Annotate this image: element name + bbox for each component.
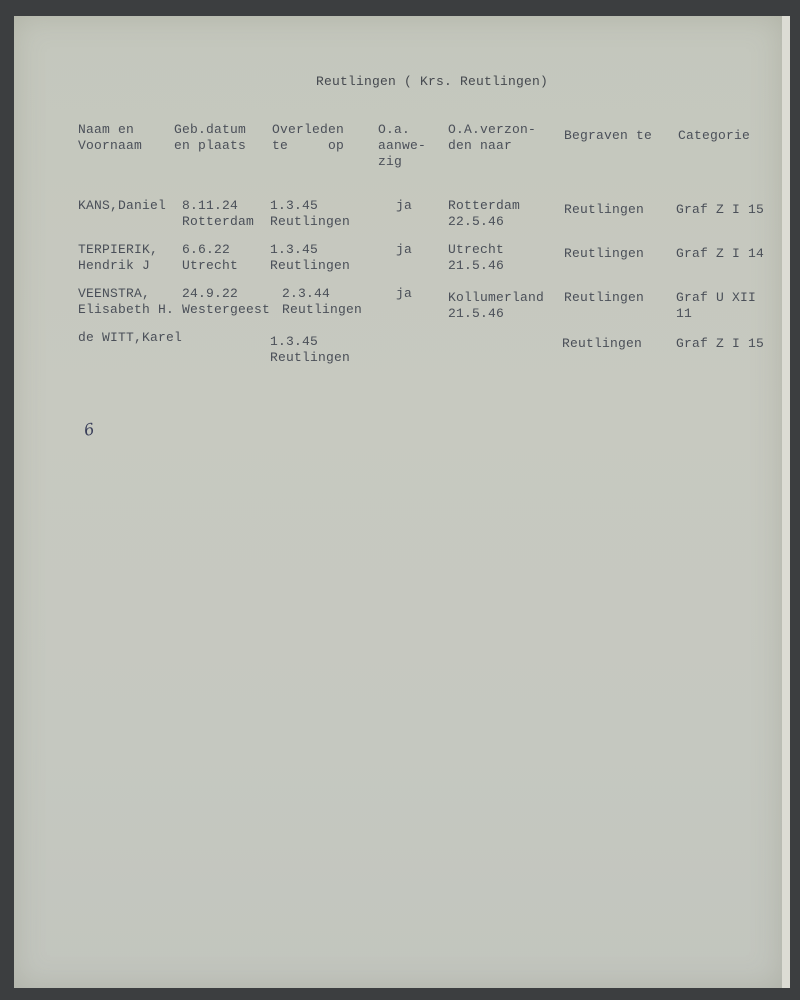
row-4-buried: Reutlingen <box>562 336 643 351</box>
header-present: O.a. aanwe- zig <box>378 122 427 169</box>
row-1-name: KANS,Daniel <box>78 198 167 213</box>
row-3-sent: Kollumerland 21.5.46 <box>448 290 545 321</box>
row-2-birth: 6.6.22 Utrecht <box>182 242 239 273</box>
header-buried: Begraven te <box>564 128 653 143</box>
row-2-buried: Reutlingen <box>564 246 645 261</box>
row-3-category: Graf U XII 11 <box>676 290 757 321</box>
row-1-present: ja <box>396 198 413 213</box>
header-died: Overleden te op <box>272 122 345 153</box>
row-1-sent: Rotterdam 22.5.46 <box>448 198 521 229</box>
row-1-died: 1.3.45 Reutlingen <box>270 198 351 229</box>
row-3-died: 2.3.44 Reutlingen <box>282 286 363 317</box>
row-2-sent: Utrecht 21.5.46 <box>448 242 505 273</box>
row-4-category: Graf Z I 15 <box>676 336 765 351</box>
row-4-name: de WITT,Karel <box>78 330 183 345</box>
row-2-name: TERPIERIK, Hendrik J <box>78 242 159 273</box>
header-category: Categorie <box>678 128 751 143</box>
row-1-birth: 8.11.24 Rotterdam <box>182 198 255 229</box>
row-3-birth: 24.9.22 Westergeest <box>182 286 271 317</box>
row-3-present: ja <box>396 286 413 301</box>
header-name: Naam en Voornaam <box>78 122 143 153</box>
handwritten-margin-mark: 6 <box>82 419 97 440</box>
row-1-buried: Reutlingen <box>564 202 645 217</box>
row-3-buried: Reutlingen <box>564 290 645 305</box>
row-2-died: 1.3.45 Reutlingen <box>270 242 351 273</box>
row-4-died: 1.3.45 Reutlingen <box>270 334 351 365</box>
sheet-edge <box>782 16 790 988</box>
row-2-category: Graf Z I 14 <box>676 246 765 261</box>
row-1-category: Graf Z I 15 <box>676 202 765 217</box>
header-sent: O.A.verzon- den naar <box>448 122 537 153</box>
row-2-present: ja <box>396 242 413 257</box>
row-3-name: VEENSTRA, Elisabeth H. <box>78 286 175 317</box>
page-title: Reutlingen ( Krs. Reutlingen) <box>316 74 549 89</box>
header-birth: Geb.datum en plaats <box>174 122 247 153</box>
